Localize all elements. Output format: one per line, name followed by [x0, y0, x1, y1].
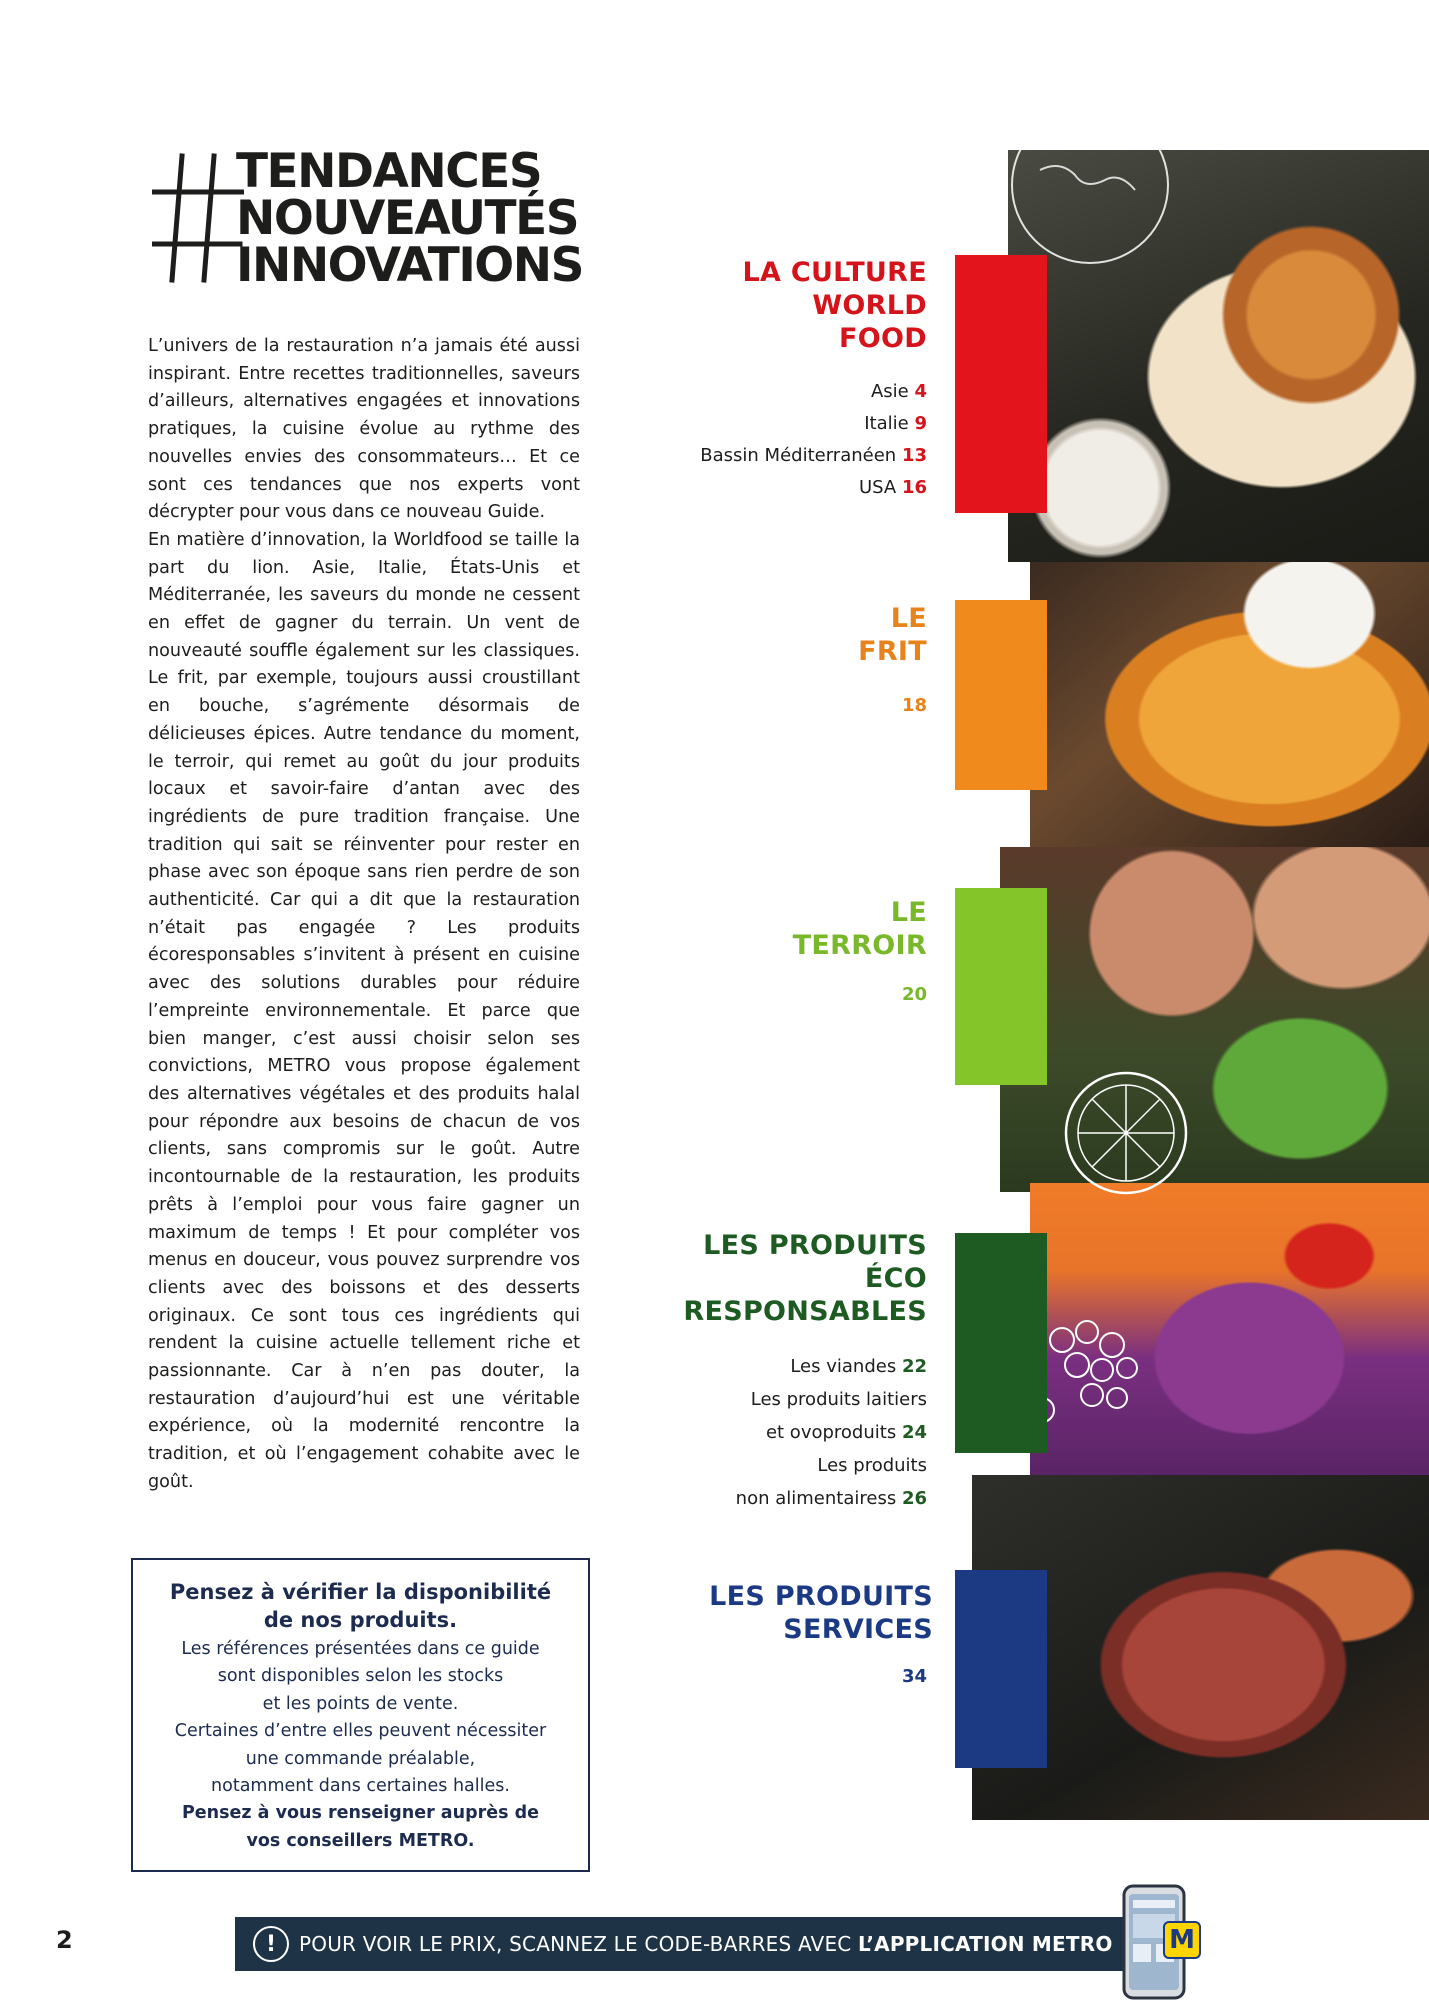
- frit-title-line-1: LE: [890, 603, 927, 634]
- section-bar-services: [955, 1570, 1047, 1768]
- page-number: 2: [56, 1926, 73, 1954]
- page-ref: 4: [914, 381, 927, 402]
- section-title-eco-responsables[interactable]: [683, 1229, 927, 1328]
- notice-line-2: sont disponibles selon les stocks: [217, 1666, 504, 1687]
- world-food-title-line-1: LA CULTURE: [742, 257, 927, 288]
- page-ref: 22: [901, 1356, 927, 1377]
- frit-title-line-2: FRIT: [858, 636, 927, 667]
- globe-sketch-icon: [1010, 150, 1188, 265]
- page-ref: 9: [914, 413, 927, 434]
- lemon-slice-sketch-icon: [1060, 1068, 1192, 1198]
- headline-line-1: TENDANCES: [236, 144, 542, 199]
- section-bar-eco: [955, 1233, 1047, 1453]
- eco-items: [736, 1350, 927, 1515]
- notice-title: Pensez à vérifier la disponibilité de nos produits.: [169, 1580, 552, 1632]
- section-title-frit[interactable]: [858, 602, 927, 668]
- intro-paragraph-2: En matière d’innovation, la Worldfood se taille la part du lion. Asie, Italie, États-Unis et Méditerranée, les saveurs du monde ne cessent en effet de gagner du terrain. Un vent de nouveauté souffle également sur les classiques. Le frit, par exemple, toujours aussi croustillant en bouche, s’agrémente désormais de délicieuses épices. Autre tendance du moment, le terroir, qui remet au goût du jour produits locaux et savoir-faire d’antan avec des ingrédients de pure tradition française. Une tradition qui sait se réinventer pour rester en phase avec son époque sans rien perdre de son authenticité. Car qui a dit que la restauration n’était pas engagée ? Les produits écoresponsables s’invitent à présent en cuisine avec des solutions durables pour réduire l’empreinte environnementale. Et parce que bien manger, c’est aussi choisir selon ses convictions, METRO vous propose également des alternatives végétales et des produits halal pour répondre aux besoins de chacun de vos clients, sans compromis sur le goût. Autre incontournable de la restauration, les produits prêts à l’emploi pour vous faire gagner un maximum de temps ! Et pour compléter vos menus en douceur, vous pouvez surprendre vos clients avec des boissons et des desserts originaux. Ce sont tous ces ingrédients qui rendent la cuisine actuelle tellement riche et passionnante. Car à n’en pas douter, la restauration d’aujourd’hui est une véritable expérience, où la modernité rencontre la tradition, et où l’engagement cohabite avec le goût.: [148, 529, 580, 1492]
- toc-item-asie[interactable]: Asie 4: [870, 381, 927, 402]
- notice-strong-line-1: Pensez à vous renseigner auprès de: [181, 1803, 540, 1824]
- photo-loaded-potato: [1030, 562, 1429, 847]
- notice-strong: [133, 1800, 588, 1855]
- toc-item-viandes[interactable]: Les viandes 22: [790, 1356, 927, 1377]
- eco-title-line-2: ÉCO: [864, 1263, 927, 1294]
- services-title-line-2: SERVICES: [783, 1614, 933, 1645]
- section-title-terroir[interactable]: [793, 896, 927, 962]
- headline: [236, 144, 583, 293]
- notice-line-1: Les références présentées dans ce guide: [181, 1639, 540, 1659]
- page-ref: 26: [901, 1488, 927, 1509]
- headline-line-3: INNOVATIONS: [236, 238, 583, 293]
- section-title-world-food[interactable]: [742, 256, 927, 355]
- hashtag-icon: [152, 152, 244, 284]
- metro-app-badge: M: [1169, 1925, 1195, 1955]
- page-ref: 16: [901, 477, 927, 498]
- notice-line-5: une commande préalable,: [245, 1748, 476, 1769]
- notice-line-4: Certaines d’entre elles peuvent nécessiter: [174, 1721, 547, 1742]
- terroir-title-line-2: TERROIR: [792, 930, 927, 961]
- services-title-line-1: LES PRODUITS: [709, 1581, 933, 1612]
- banner-app-name: L’APPLICATION METRO: [858, 1932, 1113, 1956]
- toc-item-produits-laitiers[interactable]: Les produits laitiers: [750, 1389, 927, 1410]
- intro-text: [148, 333, 580, 1497]
- exclamation-circle-icon: !: [253, 1926, 289, 1962]
- availability-notice: [131, 1558, 590, 1872]
- section-title-services[interactable]: [709, 1580, 933, 1646]
- notice-body: [133, 1636, 588, 1800]
- world-food-title-line-2: WORLD: [812, 290, 927, 321]
- terroir-page-ref[interactable]: 20: [901, 984, 927, 1005]
- toc-item-bassin-mediterraneen[interactable]: Bassin Méditerranéen 13: [700, 445, 927, 466]
- toc-item-produits[interactable]: Les produits: [817, 1455, 927, 1476]
- section-bar-world-food: [955, 255, 1047, 513]
- scan-banner: [235, 1917, 1135, 1971]
- toc-item-usa[interactable]: USA 16: [858, 477, 927, 498]
- intro-paragraph-1: L’univers de la restauration n’a jamais été aussi inspirant. Entre recettes traditionnelles, saveurs d’ailleurs, alternatives engagées et innovations pratiques, la cuisine évolue au rythme des nouvelles envies des consommateurs… Et ce sont ces tendances que nos experts vont décrypter pour vous dans ce nouveau Guide.: [148, 336, 580, 523]
- eco-title-line-1: LES PRODUITS: [703, 1230, 927, 1261]
- page-ref: 13: [901, 445, 927, 466]
- frit-page-ref[interactable]: 18: [901, 695, 927, 716]
- services-page-ref[interactable]: 34: [901, 1666, 927, 1687]
- section-bar-terroir: [955, 888, 1047, 1085]
- headline-line-2: NOUVEAUTÉS: [236, 191, 579, 246]
- toc-item-italie[interactable]: Italie 9: [864, 413, 927, 434]
- section-bar-frit: [955, 600, 1047, 790]
- toc-item-ovoproduits[interactable]: et ovoproduits 24: [765, 1422, 927, 1443]
- notice-strong-line-2: vos conseillers METRO.: [246, 1830, 475, 1851]
- world-food-title-line-3: FOOD: [839, 323, 927, 354]
- notice-line-3: et les points de vente.: [262, 1693, 459, 1714]
- terroir-title-line-1: LE: [890, 897, 927, 928]
- eco-title-line-3: RESPONSABLES: [683, 1296, 927, 1327]
- notice-line-6: notamment dans certaines halles.: [211, 1776, 510, 1797]
- banner-text: POUR VOIR LE PRIX, SCANNEZ LE CODE-BARRES AVEC L’APPLICATION METRO: [299, 1932, 1113, 1956]
- page-ref: 24: [901, 1422, 927, 1443]
- toc-item-non-alimentaires[interactable]: non alimentairess 26: [735, 1488, 927, 1509]
- world-food-items: [700, 376, 927, 504]
